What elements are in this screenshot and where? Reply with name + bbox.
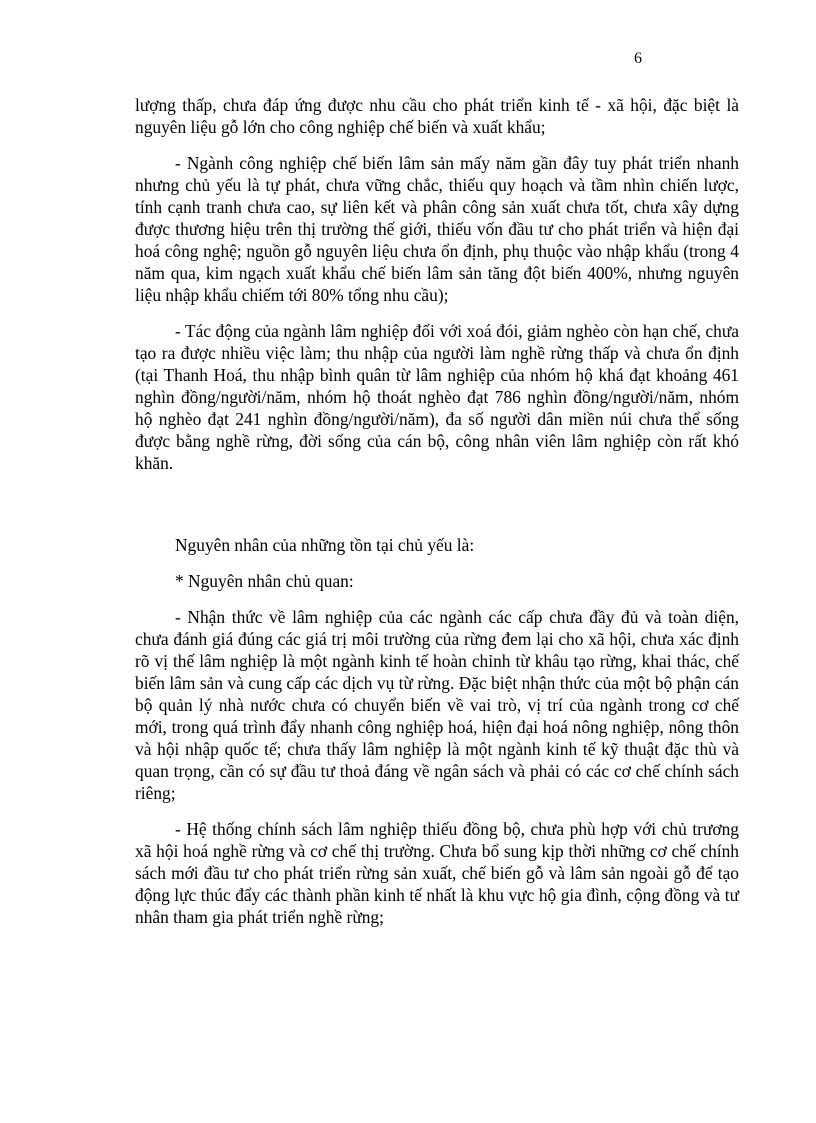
paragraph-awareness: - Nhận thức về lâm nghiệp của các ngành các cấp chưa đầy đủ và toàn diện, chưa đánh giá đúng các giá trị môi trường của rừng đem lại cho xã hội, chưa xác định rõ vị thế lâm nghiệp là một ngành kinh tế hoàn chỉnh từ khâu tạo rừng, khai thác, chế biến lâm sản và cung cấp các dịch vụ từ rừng. Đặc biệt nhận thức của một bộ phận cán bộ quản lý nhà nước chưa có chuyển biến về vai trò, vị trí của ngành trong cơ chế mới, trong quá trình đẩy nhanh công nghiệp hoá, hiện đại hoá nông nghiệp, nông thôn và hội nhập quốc tế; chưa thấy lâm nghiệp là một ngành kinh tế kỹ thuật đặc thù và quan trọng, cần có sự đầu tư thoả đáng về ngân sách và phải có các cơ chế chính sách riêng; bbox=[135, 607, 739, 803]
paragraph-causes-heading: Nguyên nhân của những tồn tại chủ yếu là: bbox=[175, 535, 475, 555]
document-body bbox=[135, 94, 739, 928]
paragraph-poverty-impact: - Tác động của ngành lâm nghiệp đối với xoá đói, giảm nghèo còn hạn chế, chưa tạo ra được nhiều việc làm; thu nhập của người làm nghề rừng thấp và chưa ổn định (tại Thanh Hoá, thu nhập bình quân từ lâm nghiệp của nhóm hộ khá đạt khoảng 461 nghìn đồng/người/năm, nhóm hộ thoát nghèo đạt 786 nghìn đồng/người/năm, nhóm hộ nghèo đạt 241 nghìn đồng/người/năm), đa số người dân miền núi chưa thể sống được bằng nghề rừng, đời sống của cán bộ, công nhân viên lâm nghiệp còn rất khó khăn. bbox=[135, 321, 739, 473]
page-number: 6 bbox=[634, 50, 642, 67]
paragraph-subjective-causes: * Nguyên nhân chủ quan: bbox=[175, 571, 354, 591]
paragraph-continuation: lượng thấp, chưa đáp ứng được nhu cầu cho phát triển kinh tế - xã hội, đặc biệt là nguyên liệu gỗ lớn cho công nghiệp chế biến và xuất khẩu; bbox=[135, 95, 739, 137]
paragraph-processing-industry: - Ngành công nghiệp chế biến lâm sản mấy năm gần đây tuy phát triển nhanh nhưng chủ yếu là tự phát, chưa vững chắc, thiếu quy hoạch và tầm nhìn chiến lược, tính cạnh tranh chưa cao, sự liên kết và phân công sản xuất chưa tốt, chưa xây dựng được thương hiệu trên thị trường thế giới, thiếu vốn đầu tư cho phát triển và hiện đại hoá công nghệ; nguồn gỗ nguyên liệu chưa ổn định, phụ thuộc vào nhập khẩu (trong 4 năm qua, kim ngạch xuất khẩu chế biến lâm sản tăng đột biến 400%, nhưng nguyên liệu nhập khẩu chiếm tới 80% tổng nhu cầu); bbox=[135, 153, 739, 305]
paragraph-policy-system: - Hệ thống chính sách lâm nghiệp thiếu đồng bộ, chưa phù hợp với chủ trương xã hội hoá nghề rừng và cơ chế thị trường. Chưa bổ sung kịp thời những cơ chế chính sách mới đầu tư cho phát triển rừng sản xuất, chế biến gỗ và lâm sản ngoài gỗ để tạo động lực thúc đẩy các thành phần kinh tế nhất là khu vực hộ gia đình, cộng đồng và tư nhân tham gia phát triển nghề rừng; bbox=[135, 819, 739, 927]
